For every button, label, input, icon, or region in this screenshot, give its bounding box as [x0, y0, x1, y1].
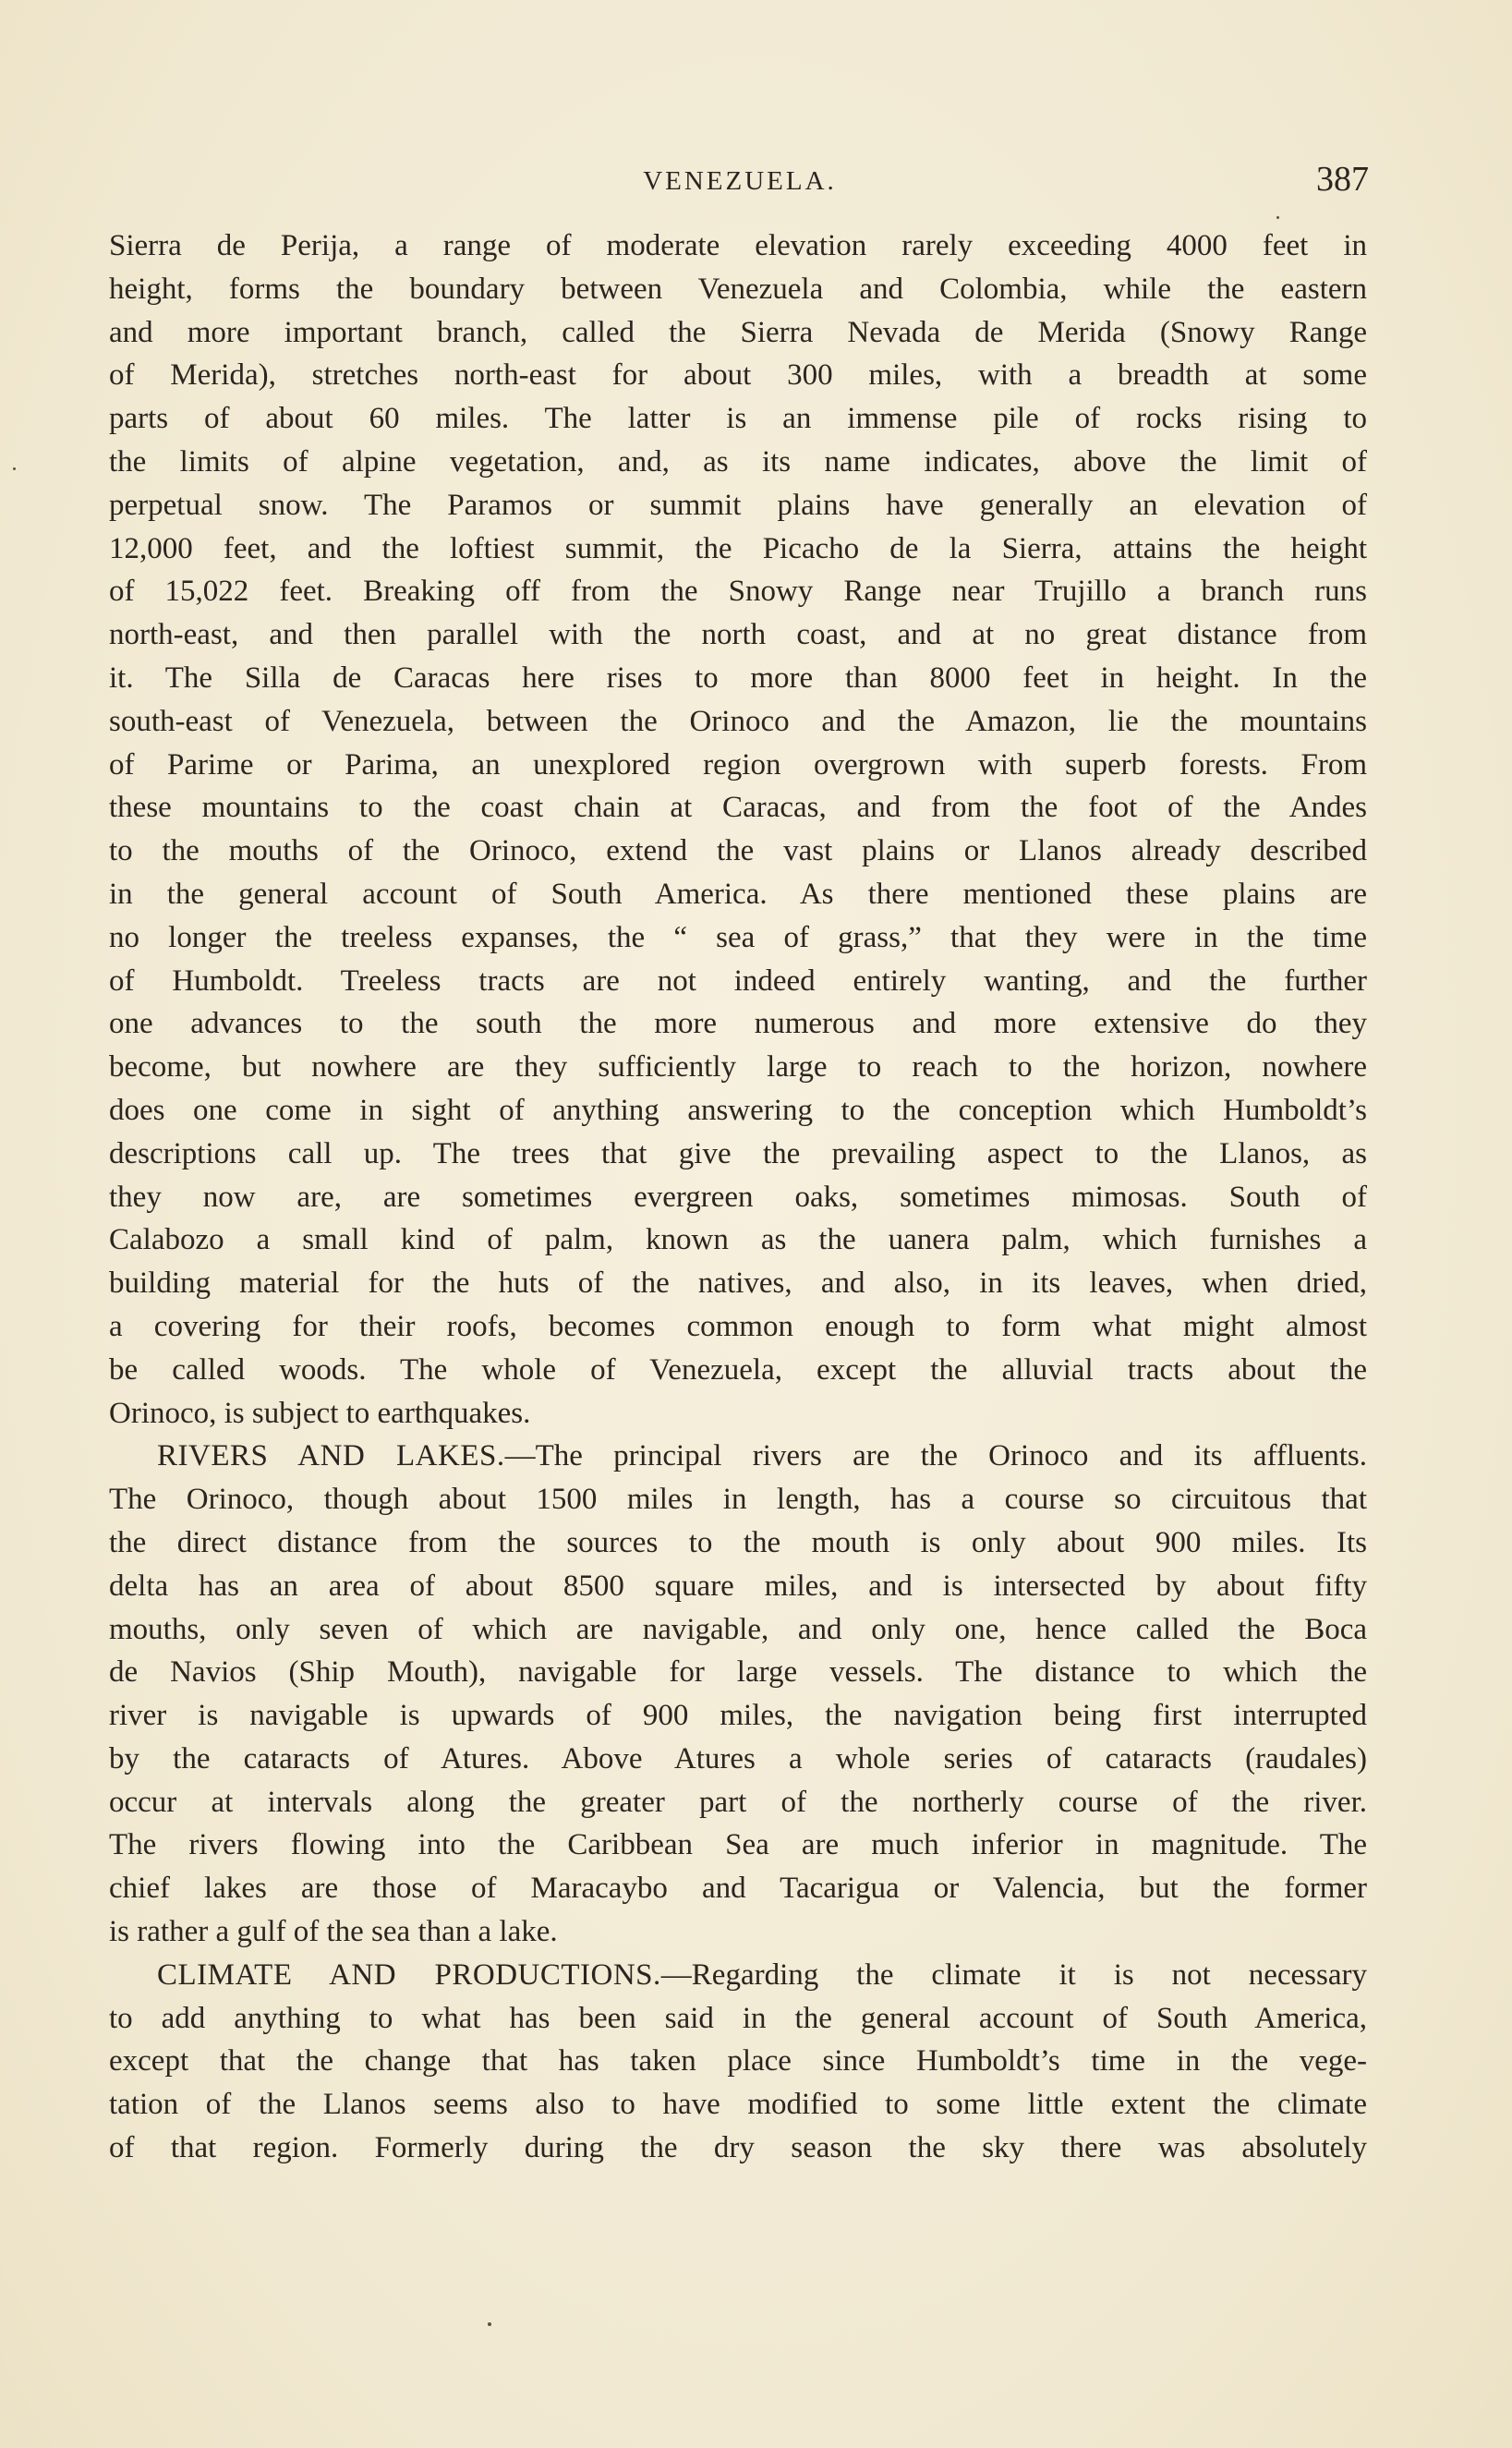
text-line: of 15,022 feet. Breaking off from the Snowy Range near Trujillo a branch runs: [109, 575, 1367, 609]
page-speck: [488, 2322, 491, 2326]
text-line: it. The Silla de Caracas here rises to more than 8000 feet in height. In the: [109, 660, 1367, 695]
text-line: Calabozo a small kind of palm, known as the uanera palm, which furnishes a: [109, 1223, 1367, 1257]
text-line: no longer the treeless expanses, the “ sea of grass,” that they were in the time: [109, 920, 1367, 954]
section-heading-climate-and-productions: CLIMATE AND PRODUCTIONS.: [157, 1957, 661, 1992]
text-line: north-east, and then parallel with the north coast, and at no great distance from: [109, 618, 1367, 652]
text-line: 12,000 feet, and the loftiest summit, the Picacho de la Sierra, attains the height: [109, 531, 1367, 565]
section-first-line: [109, 1435, 1367, 1478]
running-head: [111, 159, 1369, 205]
text-line: one advances to the south the more numerous and more extensive do they: [109, 1007, 1367, 1041]
text-line: Sierra de Perija, a range of moderate elevation rarely exceeding 4000 feet in: [109, 229, 1367, 262]
text-line: The rivers flowing into the Caribbean Sea are much inferior in magnitude. The: [109, 1828, 1367, 1862]
text-line: —The principal rivers are the Orinoco and its affluents.: [504, 1439, 1367, 1473]
text-line: chief lakes are those of Maracaybo and Tacarigua or Valencia, but the former: [109, 1872, 1367, 1906]
text-line: become, but nowhere are they sufficiently large to reach to the horizon, nowhere: [109, 1050, 1367, 1085]
text-line: —Regarding the climate it is not necessary: [660, 1957, 1367, 1992]
text-line: river is navigable is upwards of 900 miles, the navigation being first interrupted: [109, 1699, 1367, 1733]
text-line: to the mouths of the Orinoco, extend the vast plains or Llanos already described: [109, 834, 1367, 868]
text-line: be called woods. The whole of Venezuela, except the alluvial tracts about the: [109, 1352, 1367, 1387]
text-line: mouths, only seven of which are navigable, and only one, hence called the Boca: [109, 1612, 1367, 1646]
text-line: is rather a gulf of the sea than a lake.: [109, 1915, 558, 1949]
text-line: Orinoco, is subject to earthquakes.: [109, 1396, 531, 1430]
text-line: of Parime or Parima, an unexplored region overgrown with superb forests. From: [109, 747, 1367, 782]
text-line: tation of the Llanos seems also to have modified to some little extent the climate: [109, 2088, 1367, 2122]
text-line: descriptions call up. The trees that give the prevailing aspect to the Llanos, as: [109, 1136, 1367, 1170]
body-text: [109, 224, 1367, 2170]
text-line: building material for the huts of the natives, and also, in its leaves, when dried,: [109, 1266, 1367, 1301]
text-line: The Orinoco, though about 1500 miles in length, has a course so circuitous that: [109, 1483, 1367, 1517]
text-line: height, forms the boundary between Venezuela and Colombia, while the eastern: [109, 272, 1367, 306]
text-line: by the cataracts of Atures. Above Atures a whole series of cataracts (raudales): [109, 1741, 1367, 1775]
text-line: the limits of alpine vegetation, and, as its name indicates, above the limit of: [109, 444, 1367, 479]
text-line: perpetual snow. The Paramos or summit plains have generally an elevation of: [109, 488, 1367, 522]
text-line: delta has an area of about 8500 square miles, and is intersected by about fifty: [109, 1569, 1367, 1603]
text-line: occur at intervals along the greater part of the northerly course of the river.: [109, 1785, 1367, 1819]
text-line: a covering for their roofs, becomes common enough to form what might almost: [109, 1309, 1367, 1343]
text-line: de Navios (Ship Mouth), navigable for large vessels. The distance to which the: [109, 1655, 1367, 1690]
text-line: of Merida), stretches north-east for about 300 miles, with a breadth at some: [109, 358, 1367, 393]
running-title: VENEZUELA.: [643, 166, 837, 196]
section-heading-rivers-and-lakes: RIVERS AND LAKES.: [157, 1439, 505, 1473]
page-speck: [1276, 216, 1279, 219]
page-number: 387: [1316, 160, 1369, 199]
page-speck: [13, 467, 16, 470]
text-line: does one come in sight of anything answering to the conception which Humboldt’s: [109, 1093, 1367, 1127]
text-line: except that the change that has taken place since Humboldt’s time in the vege-: [109, 2044, 1367, 2078]
text-line: of that region. Formerly during the dry season the sky there was absolutely: [109, 2131, 1367, 2165]
text-line: south-east of Venezuela, between the Orinoco and the Amazon, lie the mountains: [109, 704, 1367, 738]
text-line: and more important branch, called the Sierra Nevada de Merida (Snowy Range: [109, 315, 1367, 349]
text-line: these mountains to the coast chain at Caracas, and from the foot of the Andes: [109, 791, 1367, 825]
text-line: to add anything to what has been said in the general account of South America,: [109, 2001, 1367, 2035]
text-line: the direct distance from the sources to the mouth is only about 900 miles. Its: [109, 1525, 1367, 1559]
section-first-line: [109, 1954, 1367, 1997]
text-line: they now are, are sometimes evergreen oaks, sometimes mimosas. South of: [109, 1180, 1367, 1214]
text-line: in the general account of South America. As there mentioned these plains are: [109, 877, 1367, 911]
text-line: of Humboldt. Treeless tracts are not indeed entirely wanting, and the further: [109, 963, 1367, 998]
text-line: parts of about 60 miles. The latter is an immense pile of rocks rising to: [109, 402, 1367, 436]
